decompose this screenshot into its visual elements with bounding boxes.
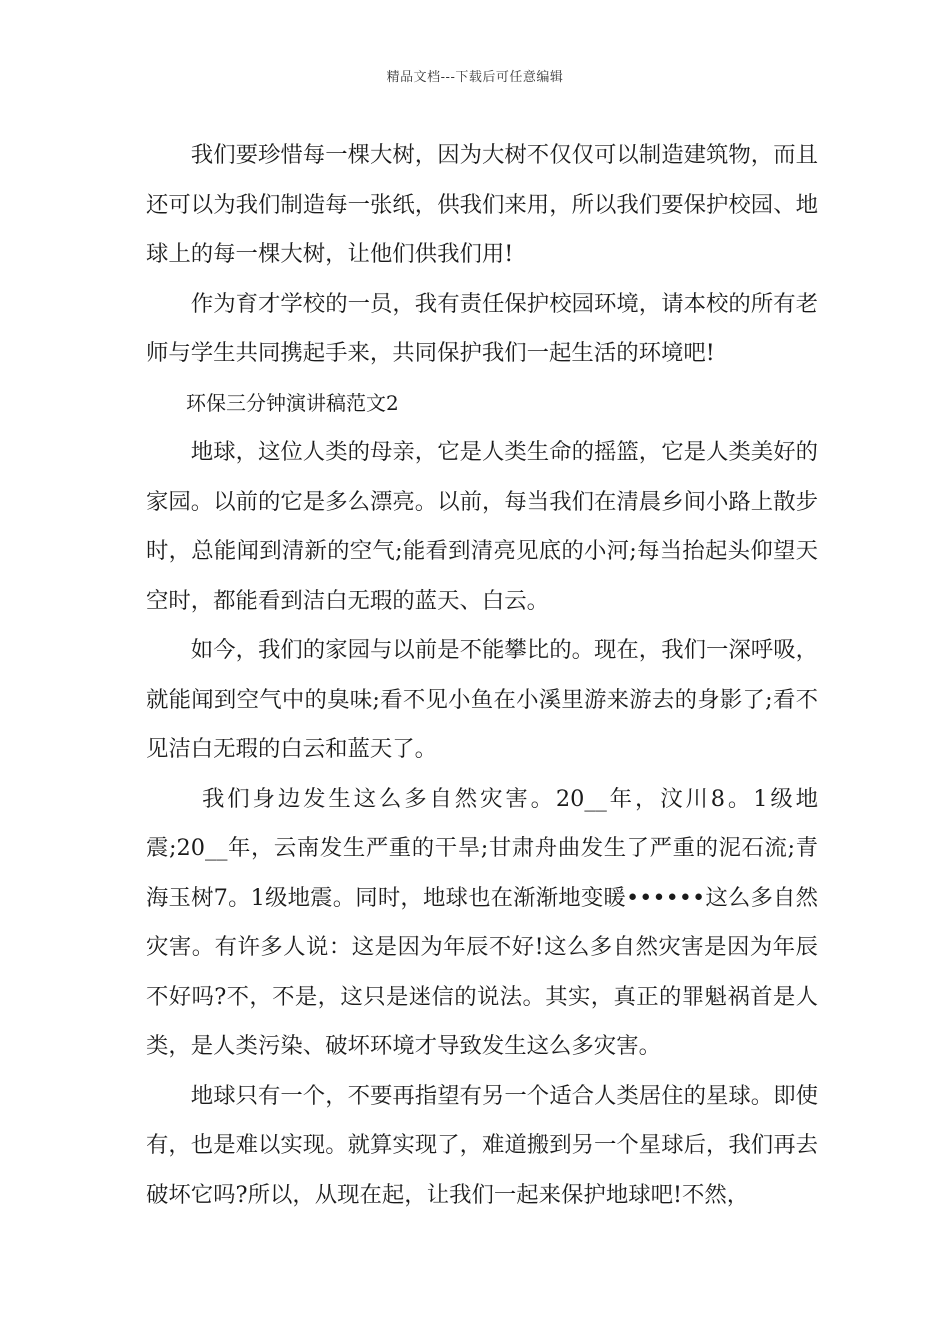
paragraph-home-today: 如今，我们的家园与以前是不能攀比的。现在，我们一深呼吸，就能闻到空气中的臭味;看不见小鱼在小溪里游来游去的身影了;看不见洁白无瑕的白云和蓝天了。 — [146, 637, 818, 762]
paragraph-protect-trees: 我们要珍惜每一棵大树，因为大树不仅仅可以制造建筑物，而且还可以为我们制造每一张纸，供我们来用，所以我们要保护校园、地球上的每一棵大树，让他们供我们用! — [146, 142, 818, 267]
paragraph-natural-disasters: 我们身边发生这么多自然灾害。20__年，汶川8。1级地震;20__年，云南发生严重的干旱;甘肃舟曲发生了严重的泥石流;青海玉树7。1级地震。同时，地球也在渐渐地变暖••••••这么多自然灾害。有许多人说：这是因为年辰不好!这么多自然灾害是因为年辰不好吗?不，不是，这只是迷信的说法。其实，真正的罪魁祸首是人类，是人类污染、破坏环境才导致发生这么多灾害。 — [146, 785, 818, 1059]
section-heading: 环保三分钟演讲稿范文2 — [186, 390, 399, 415]
paragraph-school-member: 作为育才学校的一员，我有责任保护校园环境，请本校的所有老师与学生共同携起手来，共同保护我们一起生活的环境吧! — [146, 290, 818, 366]
document-body — [146, 131, 818, 1220]
page-header: 精品文档---下载后可任意编辑 — [386, 70, 564, 85]
paragraph-only-one-earth: 地球只有一个，不要再指望有另一个适合人类居住的星球。即使有，也是难以实现。就算实现了，难道搬到另一个星球后，我们再去破坏它吗?所以，从现在起，让我们一起来保护地球吧!不然， — [146, 1082, 818, 1208]
paragraph-earth-mother: 地球，这位人类的母亲，它是人类生命的摇篮，它是人类美好的家园。以前的它是多么漂亮。以前，每当我们在清晨乡间小路上散步时，总能闻到清新的空气;能看到清亮见底的小河;每当抬起头仰望天空时，都能看到洁白无瑕的蓝天、白云。 — [146, 439, 818, 614]
